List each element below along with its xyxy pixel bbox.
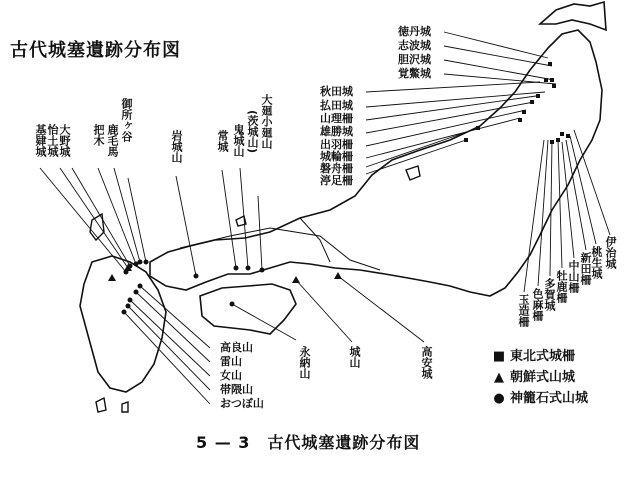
label-takayasu: 高安城	[420, 346, 433, 379]
honshu-island	[150, 30, 602, 296]
label-nitta: 新田柵	[579, 252, 592, 285]
shikoku-island	[200, 284, 296, 334]
label-omegurikomeguri: 大廻小廻山	[260, 94, 273, 149]
legend-row	[492, 367, 588, 388]
legend-label: 東北式城柵	[510, 349, 576, 364]
label-ito: 怡土城	[46, 124, 59, 157]
label-tamatsukuri: 玉造柵	[517, 294, 530, 327]
label-iwafune: 磐舟柵	[320, 162, 353, 175]
label-zoyama: 女山	[220, 369, 242, 382]
label-shiwa: 志波城	[398, 39, 431, 52]
label-hotta: 払田城	[320, 99, 353, 112]
legend-row	[492, 388, 588, 409]
label-iwakiyama: 岩城山	[170, 130, 183, 163]
label-kiwa: 城輪柵	[320, 150, 353, 163]
label-nutari: 渟足柵	[320, 174, 353, 187]
route-line	[180, 228, 380, 270]
label-akita: 秋田城	[320, 85, 353, 98]
sado-island	[406, 166, 420, 180]
label-oshika: 牡鹿柵	[555, 270, 568, 303]
figure-caption: 5 — 3 古代城塞遺跡分布図	[196, 433, 421, 452]
label-yamari: 山理柵	[320, 112, 353, 125]
label-haki: 把木	[92, 124, 105, 146]
label-ibarakiyama: (茨城山)	[246, 110, 259, 154]
label-ono: 大野城	[58, 124, 71, 157]
label-taga: 多賀城	[543, 278, 556, 311]
label-shiroyama: 城山	[348, 346, 361, 368]
label-kii: 基肄城	[34, 124, 47, 157]
label-shikama: 色麻柵	[531, 288, 544, 321]
triangle-icon: ▲	[494, 370, 504, 385]
south-island	[96, 398, 106, 412]
label-kinojo: 鬼城山	[232, 124, 245, 157]
label-okachi: 雄勝城	[320, 125, 353, 138]
label-einouzan: 永納山	[298, 346, 311, 379]
legend-label: 神籠石式山城	[510, 391, 589, 406]
circle-icon: ●	[493, 391, 505, 406]
label-kakubetsu: 覚鱉城	[398, 67, 431, 80]
label-tsuneki: 常城	[216, 130, 229, 152]
label-isawa: 胆沢城	[398, 53, 431, 66]
label-koura: 高良山	[220, 341, 253, 354]
label-goshogatani: 御所ヶ谷	[120, 98, 133, 142]
south-island-2	[122, 402, 128, 412]
label-obikuma: 帯隈山	[220, 383, 253, 396]
label-iji: 伊治城	[604, 236, 617, 269]
legend	[492, 346, 588, 409]
label-tokutan: 徳丹城	[398, 25, 431, 38]
legend-label: 朝鮮式山城	[510, 370, 576, 385]
label-dewa: 出羽柵	[320, 138, 353, 151]
label-kakeuma: 鹿毛馬	[106, 124, 119, 157]
label-otsubo: おつぼ山	[220, 397, 264, 410]
square-icon: ■	[492, 349, 506, 364]
legend-row	[492, 346, 588, 367]
label-nakayama: 中山柵	[567, 260, 580, 293]
map-title: 古代城塞遺跡分布図	[10, 40, 181, 61]
kyushu-island	[80, 256, 166, 392]
label-ikazuchi: 雷山	[220, 355, 242, 368]
label-monou: 桃生城	[590, 246, 603, 279]
hokkaido-tip	[540, 2, 606, 30]
